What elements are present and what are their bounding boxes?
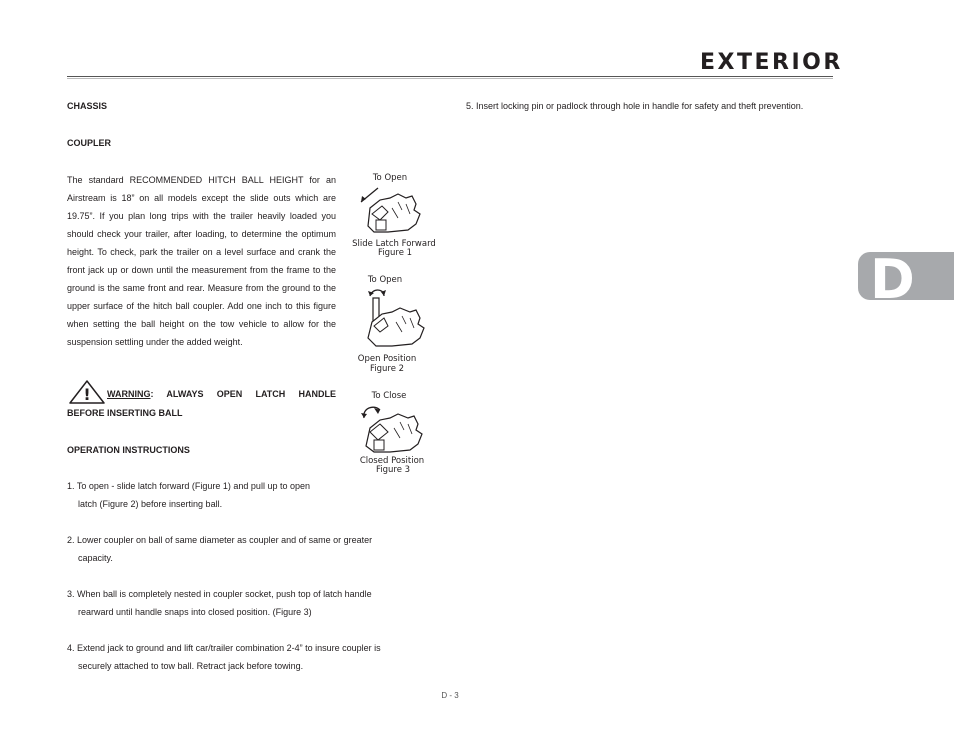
figure-1-top-label: To Open: [372, 173, 408, 183]
heading-coupler: COUPLER: [67, 138, 112, 148]
figure-2-label: Figure 2: [369, 364, 405, 374]
coupler-figure-1-icon: [358, 184, 422, 240]
page-title: EXTERIOR: [700, 50, 843, 75]
heading-chassis: CHASSIS: [67, 101, 108, 111]
header-divider-light: [67, 78, 833, 79]
step-4-line-1: 4. Extend jack to ground and lift car/trailer combination 2-4” to insure coupler is: [67, 643, 381, 653]
step-3: [67, 585, 417, 621]
step-4: [67, 639, 417, 675]
step-1: [67, 477, 417, 513]
coupler-figure-3-icon: [358, 402, 424, 458]
warning-line-2: BEFORE INSERTING BALL: [67, 408, 183, 418]
step-2: [67, 531, 417, 567]
step-3-line-1: 3. When ball is completely nested in coupler socket, push top of latch handle: [67, 589, 372, 599]
figure-3-label: Figure 3: [375, 465, 411, 475]
figure-3-top-label: To Close: [371, 391, 407, 401]
intro-paragraph: The standard RECOMMENDED HITCH BALL HEIGHT for an Airstream is 18” on all models except the slide outs which are 19.75”. If you plan long trips with the trailer heavily loaded you should check your trailer, after loading, to determine the optimum height. To check, park the trailer on a level surface and crank the front jack up or down until the measurement from the frame to the ground is the same front and rear. Measure from the ground to the upper surface of the hitch ball coupler. Add one inch to this figure when setting the ball height on the tow vehicle to allow for the suspension settling under the added weight.: [67, 175, 336, 347]
warning-word: WARNING: [107, 389, 151, 399]
step-1-line-2: latch (Figure 2) before inserting ball.: [78, 499, 223, 509]
step-4-line-2: securely attached to tow ball. Retract jack before towing.: [78, 661, 304, 671]
figure-3-caption: Closed Position: [359, 456, 425, 466]
heading-operation: OPERATION INSTRUCTIONS: [67, 445, 190, 455]
coupler-figure-2-icon: [358, 286, 426, 352]
step-3-line-2: rearward until handle snaps into closed position. (Figure 3): [78, 607, 312, 617]
step-1-line-1: 1. To open - slide latch forward (Figure 1) and pull up to open: [67, 481, 310, 491]
figure-2-caption: Open Position: [357, 354, 417, 364]
header-divider: [67, 76, 833, 77]
figure-1-caption: Slide Latch Forward: [352, 239, 436, 249]
figure-2-top-label: To Open: [367, 275, 403, 285]
section-tab-letter: D: [870, 248, 915, 311]
warning-line-1-rest: : ALWAYS OPEN LATCH HANDLE: [150, 389, 336, 399]
warning-line-1: [107, 389, 336, 399]
step-2-line-1: 2. Lower coupler on ball of same diameter as coupler and of same or greater: [67, 535, 373, 545]
warning-glyph: !: [83, 385, 91, 404]
figure-1-label: Figure 1: [377, 248, 413, 258]
step-2-line-2: capacity.: [78, 553, 113, 563]
warning-triangle-icon: [69, 380, 105, 404]
page-number: D - 3: [441, 691, 459, 700]
step-5: 5. Insert locking pin or padlock through hole in handle for safety and theft prevention.: [466, 101, 804, 111]
